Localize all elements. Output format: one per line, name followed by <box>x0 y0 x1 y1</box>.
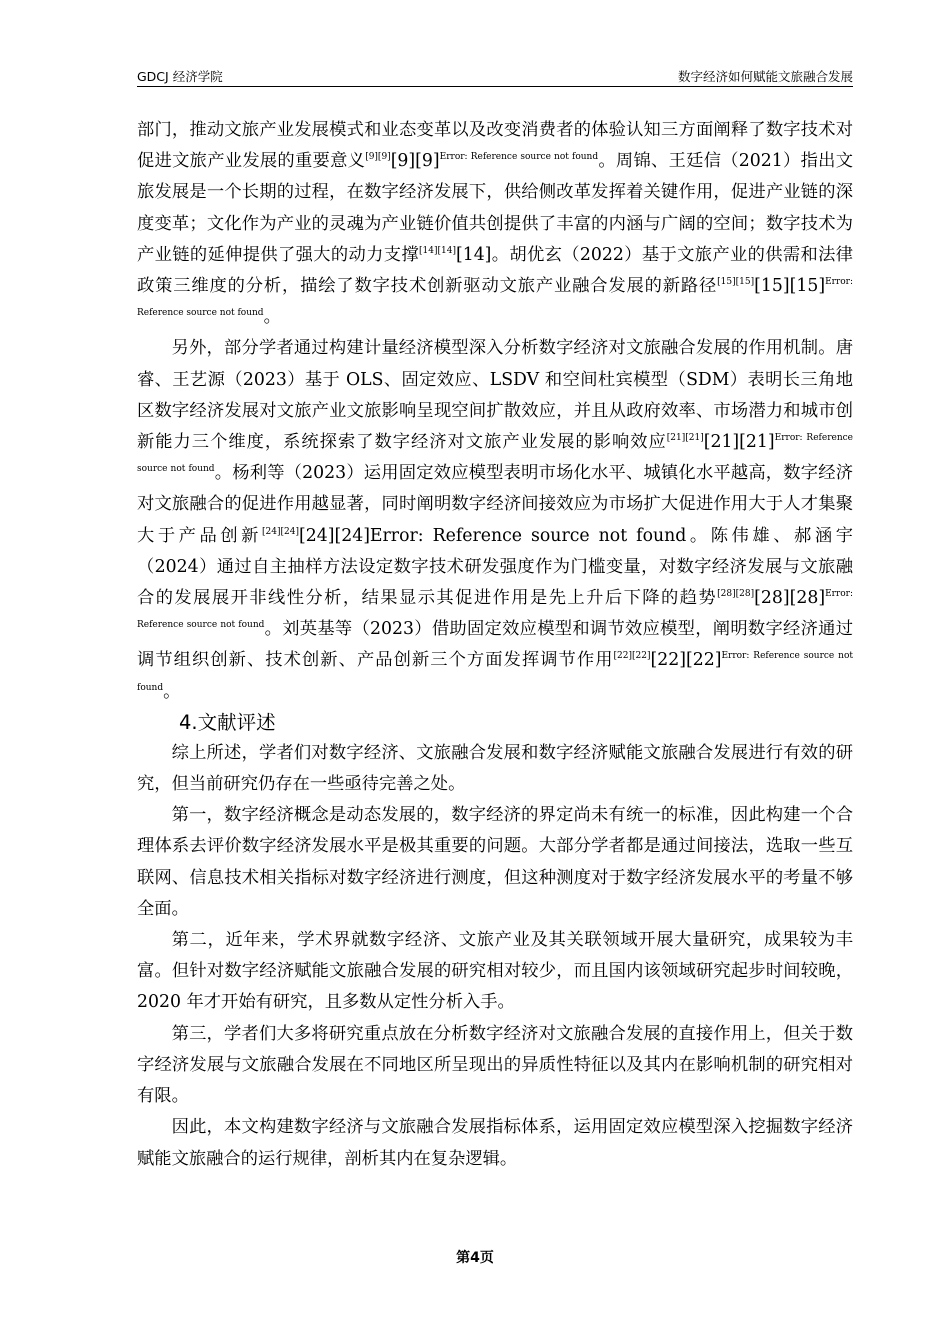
text-run: 。 <box>163 681 181 702</box>
section-heading: 4.文献评述 <box>179 710 276 734</box>
citation-error-sup: Error: Reference source not found <box>439 152 599 163</box>
text-run: 。周锦、王廷信（2021）指出文旅发展是一个长期的过程，在数字经济发展下，供给侧改革发挥着关键作用，促进产业链的深度变革；文化作为产业的灵魂为产业链价值共创提供了丰富的内涵与广阔的空间；数字技术为产业链的延伸提供了强大的动力支撑 <box>137 151 853 265</box>
citation-sup: [22][22] <box>613 651 651 662</box>
citation-sup: [9][9] <box>365 152 391 163</box>
page-number: 第4页 <box>456 1250 494 1266</box>
header-left: GDCJ 经济学院 <box>137 69 223 84</box>
paragraph-1 <box>137 115 853 333</box>
text-run: [24][24]Error: Reference source not found。陈伟雄、郝涵宇（2024）通过自主抽样方法设定数字技术研发强度作为门槛变量，对数字经济发展与文旅融合的发展展开非线性分析，结果显示其促进作用是先上升后下降的趋势 <box>137 525 853 609</box>
citation-error-sup: Error: Reference source not found <box>137 589 853 631</box>
citation-sup: [15][15] <box>717 277 755 288</box>
text-run: [9][9] <box>390 151 440 172</box>
text-run: 。 <box>263 307 281 328</box>
header-right: 数字经济如何赋能文旅融合发展 <box>677 69 853 84</box>
text-run: [28][28] <box>754 588 826 609</box>
citation-sup: [28][28] <box>717 589 755 600</box>
citation-error-sup: Error: Reference source not found <box>137 433 853 475</box>
paragraph-2 <box>137 333 853 707</box>
page-body <box>137 115 853 1175</box>
paragraph-7: 因此，本文构建数字经济与文旅融合发展指标体系，运用固定效应模型深入挖掘数字经济赋能文旅融合的运行规律，剖析其内在复杂逻辑。 <box>137 1117 853 1169</box>
citation-sup: [14][14] <box>419 245 456 256</box>
text-run: 。杨利等（2023）运用固定效应模型表明市场化水平、城镇化水平越高，数字经济对文旅融合的促进作用越显著，同时阐明数字经济间接效应为市场扩大促进作用大于人才集聚大于产品创新 <box>137 463 853 546</box>
text-run: [22][22] <box>650 650 722 671</box>
text-run: 。刘英基等（2023）借助固定效应模型和调节效应模型，阐明数字经济通过调节组织创新、技术创新、产品创新三个方面发挥调节作用 <box>137 619 853 671</box>
text-run: [15][15] <box>754 276 826 297</box>
paragraph-6: 第三，学者们大多将研究重点放在分析数字经济对文旅融合发展的直接作用上，但关于数字经济发展与文旅融合发展在不同地区所呈现出的异质性特征以及其内在影响机制的研究相对有限。 <box>137 1023 853 1107</box>
paragraph-3: 综上所述，学者们对数字经济、文旅融合发展和数字经济赋能文旅融合发展进行有效的研究，但当前研究仍存在一些亟待完善之处。 <box>137 742 853 795</box>
text-run: 另外，部分学者通过构建计量经济模型深入分析数字经济对文旅融合发展的作用机制。唐睿、王艺源（2023）基于 OLS、固定效应、LSDV 和空间杜宾模型（SDM）表明长三角地区数字经济发展对文旅产业文旅影响呈现空间扩散效应，并且从政府效率、市场潜力和城市创新能力三个维度，系统探索了数字经济对文旅产业发展的影响效应 <box>137 338 853 453</box>
citation-error-sup: Error: Reference source not found <box>137 651 853 693</box>
citation-sup: [21][21] <box>666 433 704 444</box>
paragraph-4: 第一，数字经济概念是动态发展的，数字经济的界定尚未有统一的标准，因此构建一个合理体系去评价数字经济发展水平是极其重要的问题。大部分学者都是通过间接法，选取一些互联网、信息技术相关指标对数字经济进行测度，但这种测度对于数字经济发展水平的考量不够全面。 <box>137 805 853 919</box>
paragraph-5: 第二，近年来，学术界就数字经济、文旅产业及其关联领域开展大量研究，成果较为丰富。但针对数字经济赋能文旅融合发展的研究相对较少，而且国内该领域研究起步时间较晚，2020 年才开始有研究，且多数从定性分析入手。 <box>137 930 853 1013</box>
text-run: 部门，推动文旅产业发展模式和业态变革以及改变消费者的体验认知三方面阐释了数字技术对促进文旅产业发展的重要意义 <box>137 120 853 172</box>
text-run: [21][21] <box>703 432 775 453</box>
citation-sup: [24][24] <box>262 526 299 537</box>
page-header <box>137 64 853 87</box>
citation-error-sup: Error: Reference source not found <box>137 277 853 319</box>
text-run: [14]。胡优玄（2022）基于文旅产业的供需和法律政策三维度的分析，描绘了数字技术创新驱动文旅产业融合发展的新路径 <box>137 244 853 297</box>
